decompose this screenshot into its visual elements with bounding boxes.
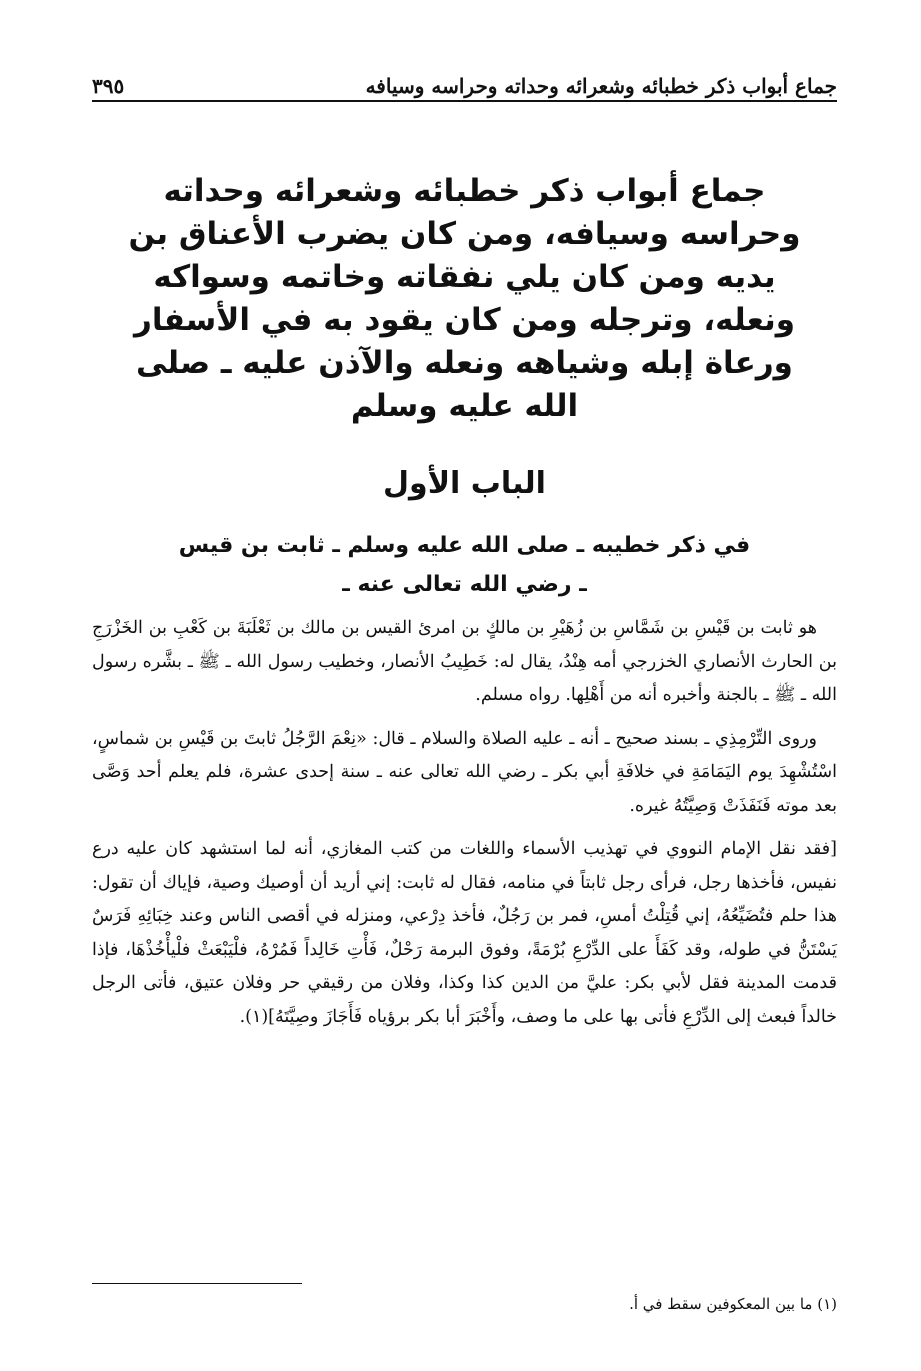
chapter-subtitle-line: ـ رضي الله تعالى عنه ـ: [342, 572, 587, 597]
chapter-subtitle-line: في ذكر خطيبه ـ صلى الله عليه وسلم ـ ثابت بن قيس: [178, 533, 751, 558]
chapter-subtitle: [92, 526, 837, 604]
section-title: جماع أبواب ذكر خطبائه وشعرائه وحداته وحراسه وسيافه، ومن كان يضرب الأعناق بن يديه ومن كان يلي نفقاته وخاتمه وسواكه ونعله، وترجله ومن كان يقود به في الأسفار ورعاة إبله وشياهه ونعله والآذن عليه ـ صلى الله عليه وسلم: [128, 173, 801, 424]
paragraph: هو ثابت بن قَيْسِ بن شَمَّاسِ بن زُهَيْرِ بن مالكٍ بن امرئ القيس بن مالك بن ثَعْلَبَةَ بن كَعْبِ بن الخَزْرَجِ بن الحارث الأنصاري الخزرجي أمه هِنْدُ، يقال له: خَطِيبُ الأنصار، وخطيب رسول الله ـ ﷺ ـ بشَّره رسول الله ـ ﷺ ـ بالجنة وأخبره أنه من أَهْلِها. رواه مسلم.: [92, 618, 837, 705]
paragraph: وروى التِّرْمِذِي ـ بسند صحيح ـ أنه ـ عليه الصلاة والسلام ـ قال: «نِعْمَ الرَّجُلُ ثابتَ بن قَيْسِ بن شماسٍ، اسْتُشْهِدَ يوم اليَمَامَةِ في خلافَةِ أبي بكر ـ رضي الله تعالى عنه ـ سنة إحدى عشرة، فلم يعلم أحد وَصَّى بعد موته فَنَفَذَتْ وَصِيَّتُهُ غيره.: [92, 728, 837, 816]
header-divider: [92, 100, 837, 102]
footnote-divider: [92, 1283, 302, 1284]
paragraph: [فقد نقل الإمام النووي في تهذيب الأسماء واللغات من كتب المغازي، أنه لما استشهد كان عليه درع نفيس، فأخذها رجل، فرأى رجل ثابتاً في منامه، فقال له ثابت: إني أريد أن أوصيك وصية، فإياك أن تقول: هذا حلم فتُضَيِّعُهُ، إني قُتِلْتُ أمسِ، فمر بن رَجُلٌ، فأخذ دِرْعي، ومنزله في أقصى الناس وعند خِبَائِهِ فَرَسٌ يَسْتَنُّ في طوله، وقد كَفَأَ على الدِّرْعِ بُرْمَةً، وفوق البرمة رَحْلٌ، فَأْتِ خَالِداً فَمُرْهُ، فلْيَبْعَثْ فلْيأْخُذْهَا، فإذا قدمت المدينة فقل لأبي بكر: عليَّ من الدين كذا وكذا، وفلان من رقيقي حر وفلان عتيق، فأتى الرجل خالداً فبعث إلى الدِّرْعِ فأتى بها على ما وصف، وأَخْبَرَ أبا بكر برؤياه فَأَجَازَ وصِيَّتَهُ](١).: [92, 839, 837, 1027]
footnote: (١) ما بين المعكوفين سقط في أ.: [629, 1295, 837, 1313]
chapter-title: الباب الأول: [383, 466, 546, 501]
running-header: [92, 58, 837, 98]
book-page: [92, 0, 837, 1371]
body-text: [92, 612, 837, 1044]
page-number: ٣٩٥: [92, 74, 125, 98]
running-title: جماع أبواب ذكر خطبائه وشعرائه وحداته وحراسه وسيافه: [365, 74, 837, 98]
